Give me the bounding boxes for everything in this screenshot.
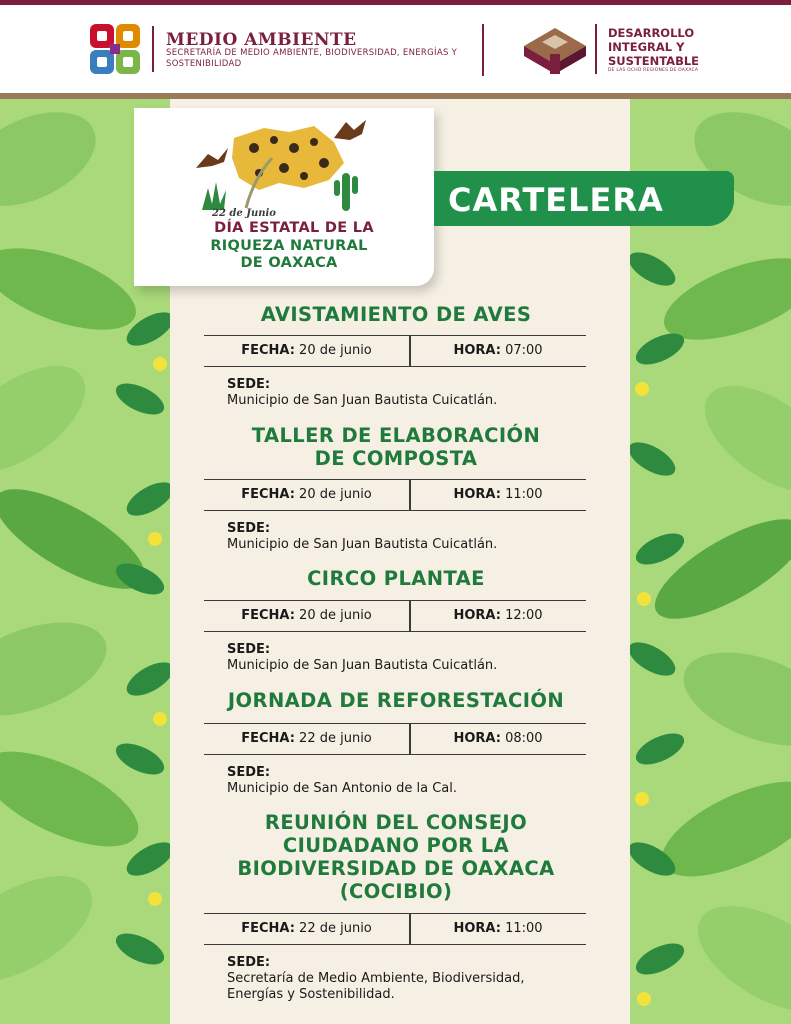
medio-ambiente-subtitle: SECRETARÍA DE MEDIO AMBIENTE, BIODIVERSIDAD, ENERGÍAS Y SOSTENIBILIDAD xyxy=(166,48,458,69)
title-card xyxy=(134,108,434,286)
event-title: REUNIÓN DEL CONSEJO CIUDADANO POR LA BIODIVERSIDAD DE OAXACA (COCIBIO) xyxy=(237,811,555,903)
desarrollo-subtitle: DE LAS OCHO REGIONES DE OAXACA xyxy=(608,68,699,73)
event-date-time-row xyxy=(204,723,586,755)
event-date-time-row xyxy=(204,600,586,632)
cartelera-badge xyxy=(434,171,734,226)
event-fecha: FECHA: 22 de junio xyxy=(241,731,372,746)
event-date: 22 de Junio xyxy=(212,208,276,219)
event-fecha: FECHA: 20 de junio xyxy=(241,608,372,623)
desarrollo-integral-logo-icon xyxy=(522,24,588,76)
logo-divider-right xyxy=(595,24,597,74)
medio-ambiente-title: MEDIO AMBIENTE xyxy=(166,30,357,50)
title-line-3: DE OAXACA xyxy=(240,255,338,271)
event-title: TALLER DE ELABORACIÓN DE COMPOSTA xyxy=(251,424,541,470)
event-hora: HORA: 12:00 xyxy=(453,608,543,623)
event-title: JORNADA DE REFORESTACIÓN xyxy=(227,689,565,712)
event-sede: SEDE: Municipio de San Juan Bautista Cuicatlán. xyxy=(227,642,498,673)
event-fecha: FECHA: 20 de junio xyxy=(241,487,372,502)
event-sede: SEDE: Municipio de San Juan Bautista Cuicatlán. xyxy=(227,521,498,552)
event-hora: HORA: 07:00 xyxy=(453,343,543,358)
cartelera-label: CARTELERA xyxy=(448,181,664,219)
event-fecha: FECHA: 22 de junio xyxy=(241,921,372,936)
event-sede: SEDE: Municipio de San Antonio de la Cal. xyxy=(227,765,457,796)
event-hora: HORA: 11:00 xyxy=(453,487,543,502)
event-date-time-row xyxy=(204,335,586,367)
oaxaca-government-logo-icon xyxy=(88,22,142,76)
oaxaca-nature-illustration-icon xyxy=(194,118,374,213)
logo-divider xyxy=(152,26,154,72)
header-divider xyxy=(482,24,484,76)
event-hora: HORA: 11:00 xyxy=(453,921,543,936)
event-fecha: FECHA: 20 de junio xyxy=(241,343,372,358)
event-date-time-row xyxy=(204,913,586,945)
event-sede: SEDE: Municipio de San Juan Bautista Cuicatlán. xyxy=(227,377,498,408)
title-line-1: DÍA ESTATAL DE LA xyxy=(214,220,374,236)
title-line-2: RIQUEZA NATURAL xyxy=(210,238,368,254)
event-title: AVISTAMIENTO DE AVES xyxy=(260,303,532,326)
event-date-time-row xyxy=(204,479,586,511)
event-sede: SEDE: Secretaría de Medio Ambiente, Biodiversidad, Energías y Sostenibilidad. xyxy=(227,955,525,1002)
jungle-leaves-right xyxy=(630,99,791,1024)
event-title: CIRCO PLANTAE xyxy=(307,567,485,590)
desarrollo-title: DESARROLLO INTEGRAL Y SUSTENTABLE xyxy=(608,26,700,68)
event-hora: HORA: 08:00 xyxy=(453,731,543,746)
